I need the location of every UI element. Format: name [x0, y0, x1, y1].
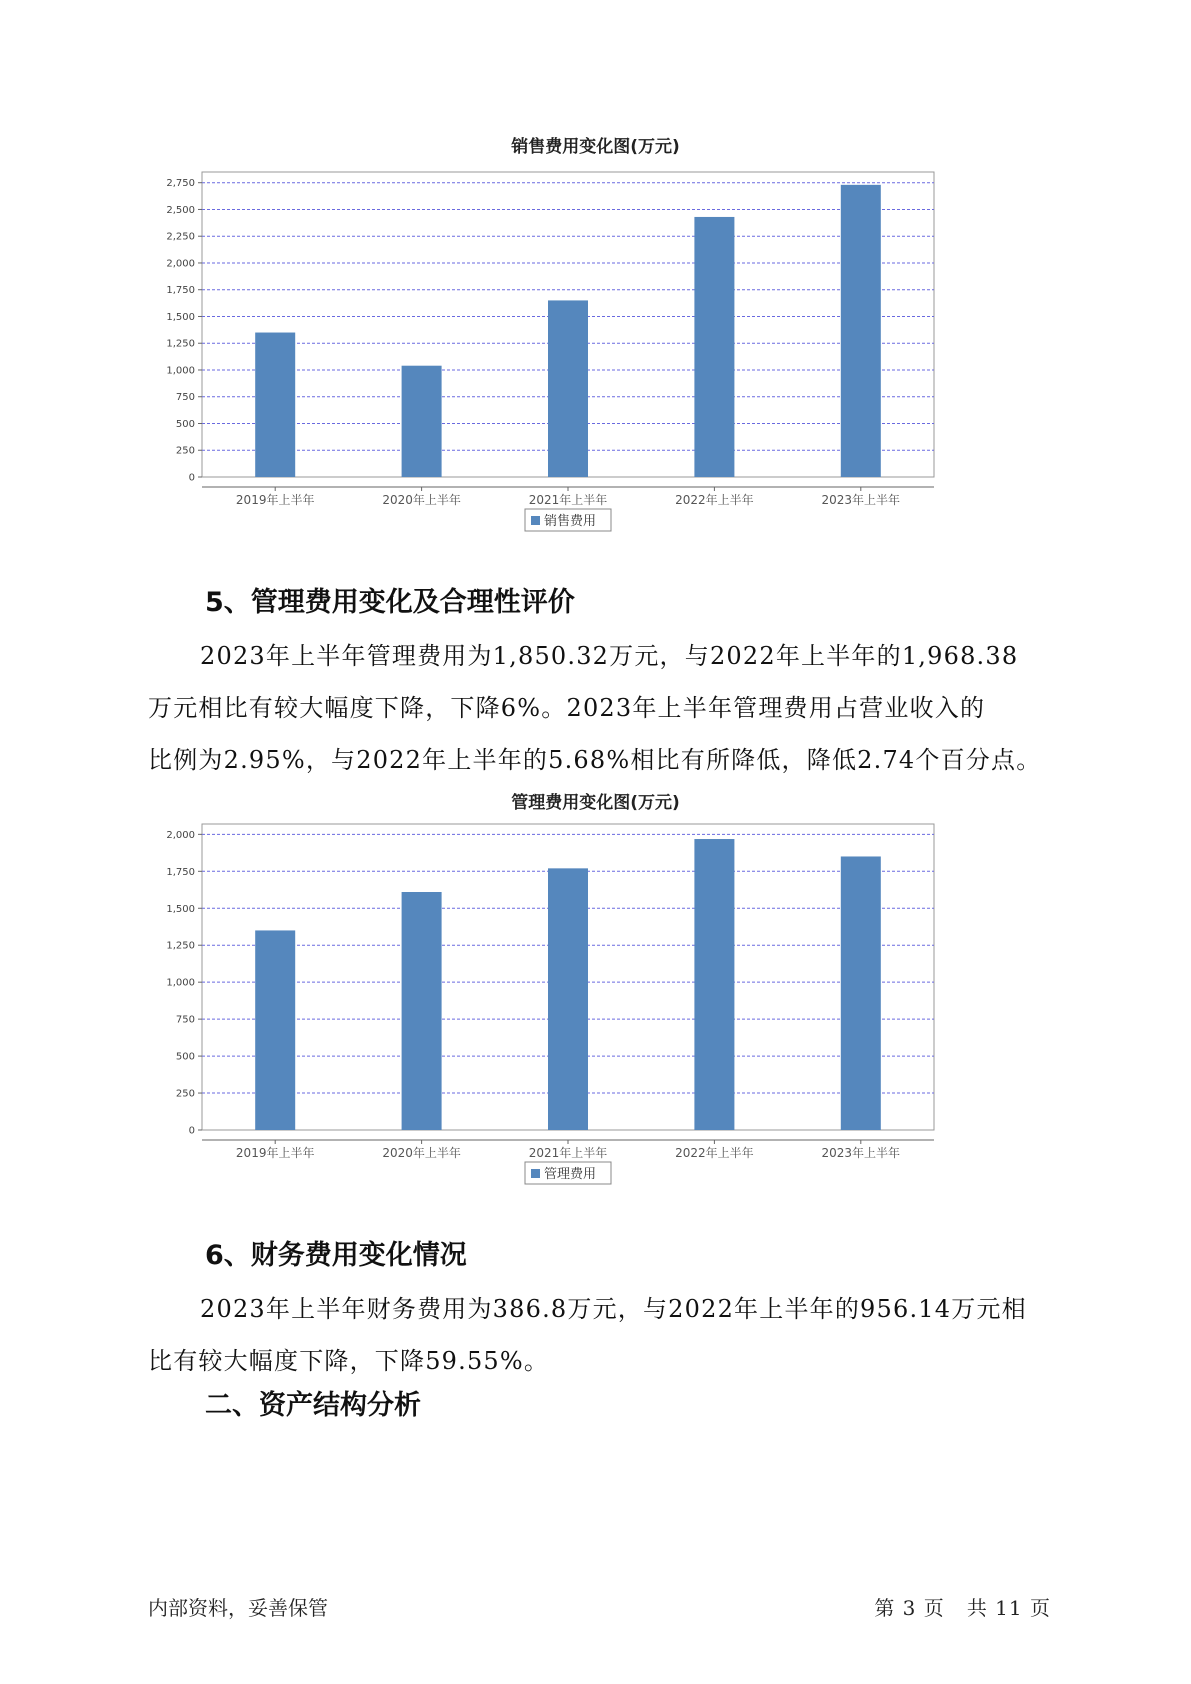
- bar: [255, 333, 295, 477]
- bar: [841, 185, 881, 477]
- x-tick-label: 2020年上半年: [382, 1146, 461, 1160]
- bar: [694, 839, 734, 1130]
- section-two-heading: 二、资产结构分析: [205, 1390, 421, 1421]
- x-tick-label: 2020年上半年: [382, 493, 461, 507]
- y-tick-label: 1,250: [166, 940, 195, 952]
- y-tick-label: 2,750: [166, 178, 195, 190]
- x-tick-label: 2022年上半年: [675, 1146, 754, 1160]
- section-5-heading: 5、管理费用变化及合理性评价: [205, 587, 575, 618]
- bar: [694, 217, 734, 477]
- y-tick-label: 1,750: [166, 285, 195, 297]
- x-tick-label: 2021年上半年: [528, 1146, 608, 1160]
- para-line: 2023年上半年管理费用为1,850.32万元，与2022年上半年的1,968.38: [200, 642, 1019, 670]
- y-tick-label: 2,250: [166, 231, 195, 243]
- bar: [548, 868, 588, 1130]
- y-tick-label: 500: [175, 418, 195, 430]
- y-tick-label: 0: [188, 472, 195, 484]
- y-tick-label: 1,500: [166, 311, 195, 323]
- section-6-paragraph: [148, 1283, 1048, 1387]
- legend-label: 销售费用: [544, 514, 597, 529]
- chart-title-admin: 管理费用变化图(万元): [511, 793, 680, 813]
- y-tick-label: 750: [175, 1014, 195, 1026]
- bar: [402, 366, 442, 477]
- bar: [255, 930, 295, 1130]
- admin-expense-chart: [150, 818, 1020, 1218]
- chart-title-sales: 销售费用变化图(万元): [511, 137, 680, 157]
- legend-swatch: [531, 516, 540, 525]
- para-line: 比例为2.95%，与2022年上半年的5.68%相比有所降低，降低2.74个百分点。: [148, 746, 1042, 774]
- y-tick-label: 1,750: [166, 866, 195, 878]
- sales-expense-chart: [150, 170, 1020, 570]
- y-tick-label: 1,000: [166, 977, 195, 989]
- y-tick-label: 2,000: [166, 258, 195, 270]
- bar: [548, 300, 588, 477]
- x-tick-label: 2019年上半年: [235, 493, 315, 507]
- y-tick-label: 750: [175, 392, 195, 404]
- bar: [402, 892, 442, 1130]
- y-tick-label: 500: [175, 1051, 195, 1063]
- x-tick-label: 2021年上半年: [528, 493, 608, 507]
- y-tick-label: 250: [175, 1088, 195, 1100]
- footer-page-number: 第 3 页 共 11 页: [874, 1596, 1051, 1620]
- bar: [841, 856, 881, 1130]
- para-line: 万元相比有较大幅度下降，下降6%。2023年上半年管理费用占营业收入的: [148, 694, 986, 722]
- section-5-paragraph: [148, 630, 1048, 786]
- y-tick-label: 1,000: [166, 365, 195, 377]
- legend-swatch: [531, 1169, 540, 1178]
- x-tick-label: 2019年上半年: [235, 1146, 315, 1160]
- para-line: 2023年上半年财务费用为386.8万元，与2022年上半年的956.14万元相: [200, 1295, 1027, 1323]
- y-tick-label: 1,250: [166, 338, 195, 350]
- footer-confidential: 内部资料，妥善保管: [148, 1596, 328, 1620]
- x-tick-label: 2023年上半年: [821, 493, 901, 507]
- x-tick-label: 2022年上半年: [675, 493, 754, 507]
- para-line: 比有较大幅度下降，下降59.55%。: [148, 1347, 550, 1375]
- section-6-heading: 6、财务费用变化情况: [205, 1240, 467, 1271]
- legend-label: 管理费用: [544, 1167, 597, 1182]
- y-tick-label: 0: [188, 1125, 195, 1137]
- x-tick-label: 2023年上半年: [821, 1146, 901, 1160]
- y-tick-label: 2,500: [166, 204, 195, 216]
- y-tick-label: 1,500: [166, 903, 195, 915]
- y-tick-label: 2,000: [166, 829, 195, 841]
- y-tick-label: 250: [175, 445, 195, 457]
